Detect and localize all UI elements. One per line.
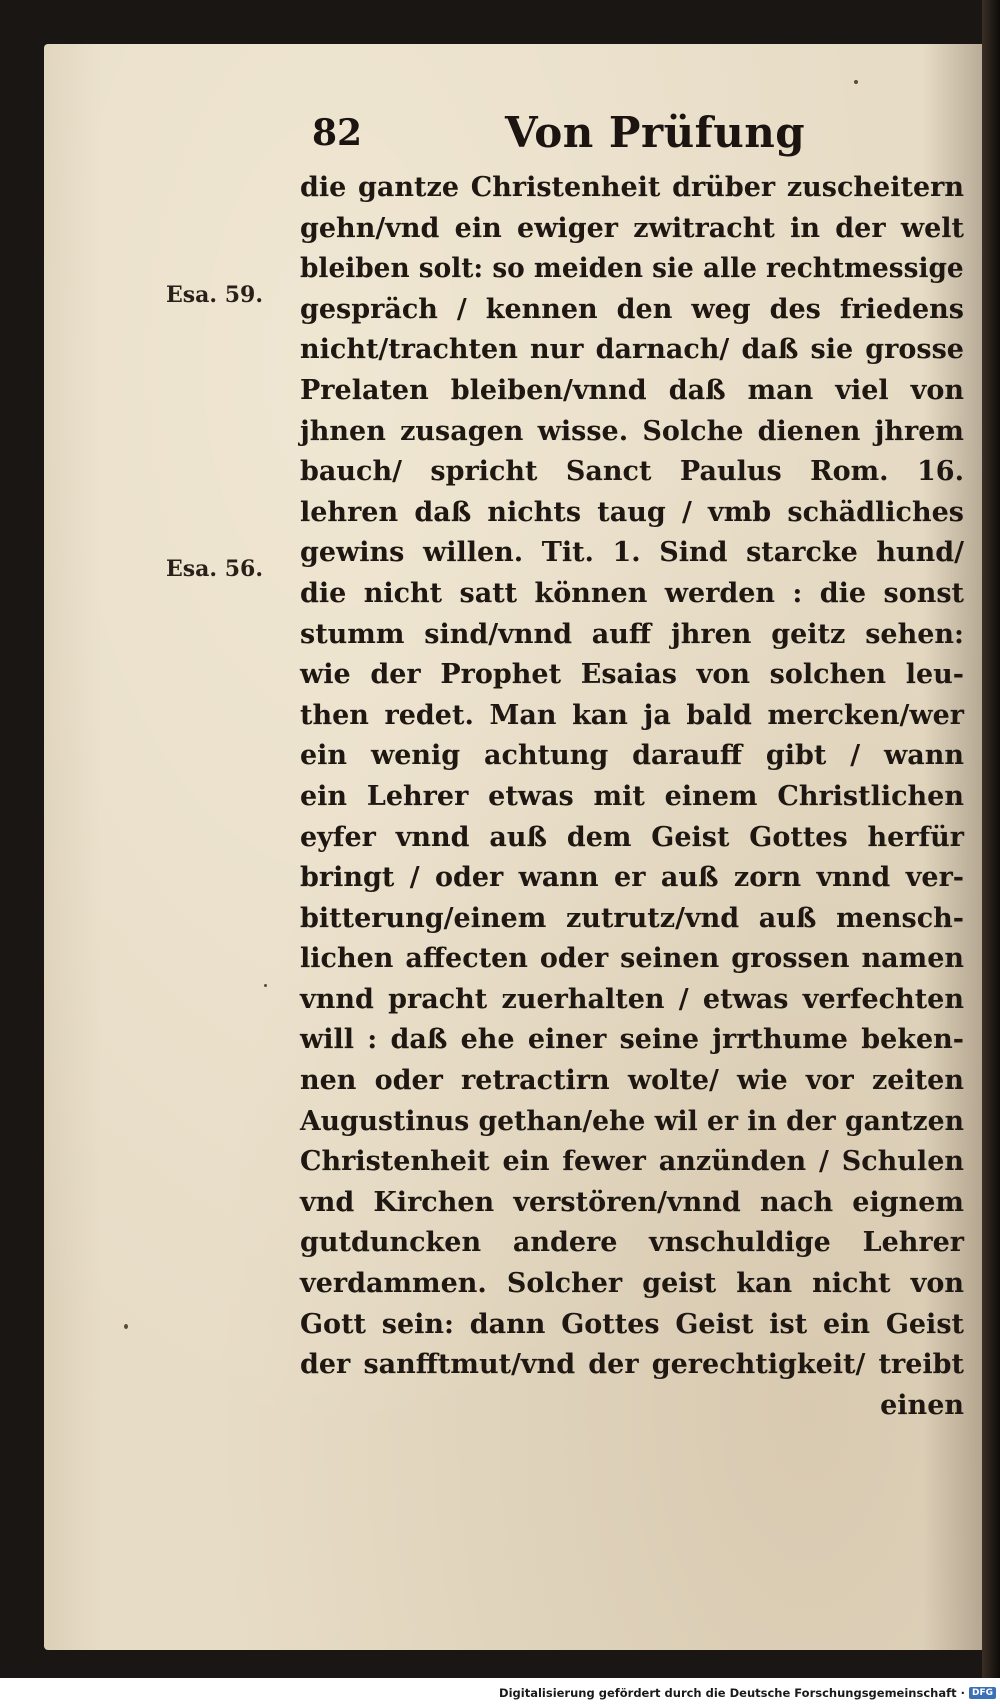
- text-line: verdammen. Solcher geist kan nicht von: [300, 1268, 964, 1300]
- page-edge-shadow: [982, 0, 1000, 1678]
- text-line: nicht/trachten nur darnach/ daß sie grosse: [300, 334, 964, 366]
- text-line: bringt / oder wann er auß zorn vnnd ver-: [300, 862, 964, 894]
- text-line: lichen affecten oder seinen grossen namen: [300, 943, 964, 975]
- footer-credit-text: Digitalisierung gefördert durch die Deutsche Forschungsgemeinschaft ·: [499, 1686, 965, 1700]
- text-line: gehn/vnd ein ewiger zwitracht in der welt: [300, 212, 964, 244]
- text-line: die gantze Christenheit drüber zuscheitern: [300, 172, 964, 203]
- text-line: then redet. Man kan ja bald mercken/wer: [300, 699, 964, 731]
- dfg-logo-icon: DFG: [969, 1687, 996, 1699]
- page-number: 82: [312, 112, 363, 154]
- footer-credit: [499, 1686, 996, 1700]
- text-line: Augustinus gethan/ehe wil er in der gantzen: [300, 1105, 964, 1137]
- catchword: einen: [880, 1389, 964, 1421]
- marginal-note: Esa. 59.: [166, 282, 264, 308]
- text-line: will : daß ehe einer seine jrrthume beken-: [300, 1024, 964, 1056]
- text-line: vnd Kirchen verstören/vnnd nach eignem: [300, 1186, 964, 1218]
- text-line: ein wenig achtung darauff gibt / wann: [300, 740, 964, 772]
- paper-speck: [124, 1324, 128, 1329]
- body-text: [300, 168, 964, 1426]
- running-head: Von Prüfung: [505, 108, 806, 157]
- text-line: bauch/ spricht Sanct Paulus Rom. 16.: [300, 456, 964, 488]
- text-line: stumm sind/vnnd auff jhren geitz sehen:: [300, 618, 964, 650]
- text-line: der sanfftmut/vnd der gerechtigkeit/ treibt: [300, 1349, 964, 1381]
- text-line: eyfer vnnd auß dem Geist Gottes herfür: [300, 821, 964, 853]
- text-line: nen oder retractirn wolte/ wie vor zeiten: [300, 1065, 964, 1097]
- text-line: Christenheit ein fewer anzünden / Schulen: [300, 1146, 964, 1178]
- text-line: gewins willen. Tit. 1. Sind starcke hund/: [300, 537, 964, 569]
- text-line: jhnen zusagen wisse. Solche dienen jhrem: [300, 415, 964, 447]
- text-line: bleiben solt: so meiden sie alle rechtmessige: [300, 253, 964, 285]
- text-line: die nicht satt können werden : die sonst: [300, 577, 964, 609]
- paper-speck: [854, 80, 858, 84]
- text-line: gespräch / kennen den weg des friedens: [300, 293, 964, 325]
- text-line: Gott sein: dann Gottes Geist ist ein Geist: [300, 1308, 964, 1340]
- text-line: wie der Prophet Esaias von solchen leu-: [300, 659, 964, 691]
- text-line: ein Lehrer etwas mit einem Christlichen: [300, 780, 964, 812]
- text-line: lehren daß nichts taug / vmb schädliches: [300, 496, 964, 528]
- marginal-note: Esa. 56.: [166, 556, 264, 582]
- text-line: bitterung/einem zutrutz/vnd auß mensch-: [300, 902, 964, 934]
- text-line: vnnd pracht zuerhalten / etwas verfechten: [300, 983, 964, 1015]
- text-line: gutduncken andere vnschuldige Lehrer: [300, 1227, 964, 1259]
- text-line: Prelaten bleiben/vnnd daß man viel von: [300, 374, 964, 406]
- paper-speck: [264, 984, 267, 987]
